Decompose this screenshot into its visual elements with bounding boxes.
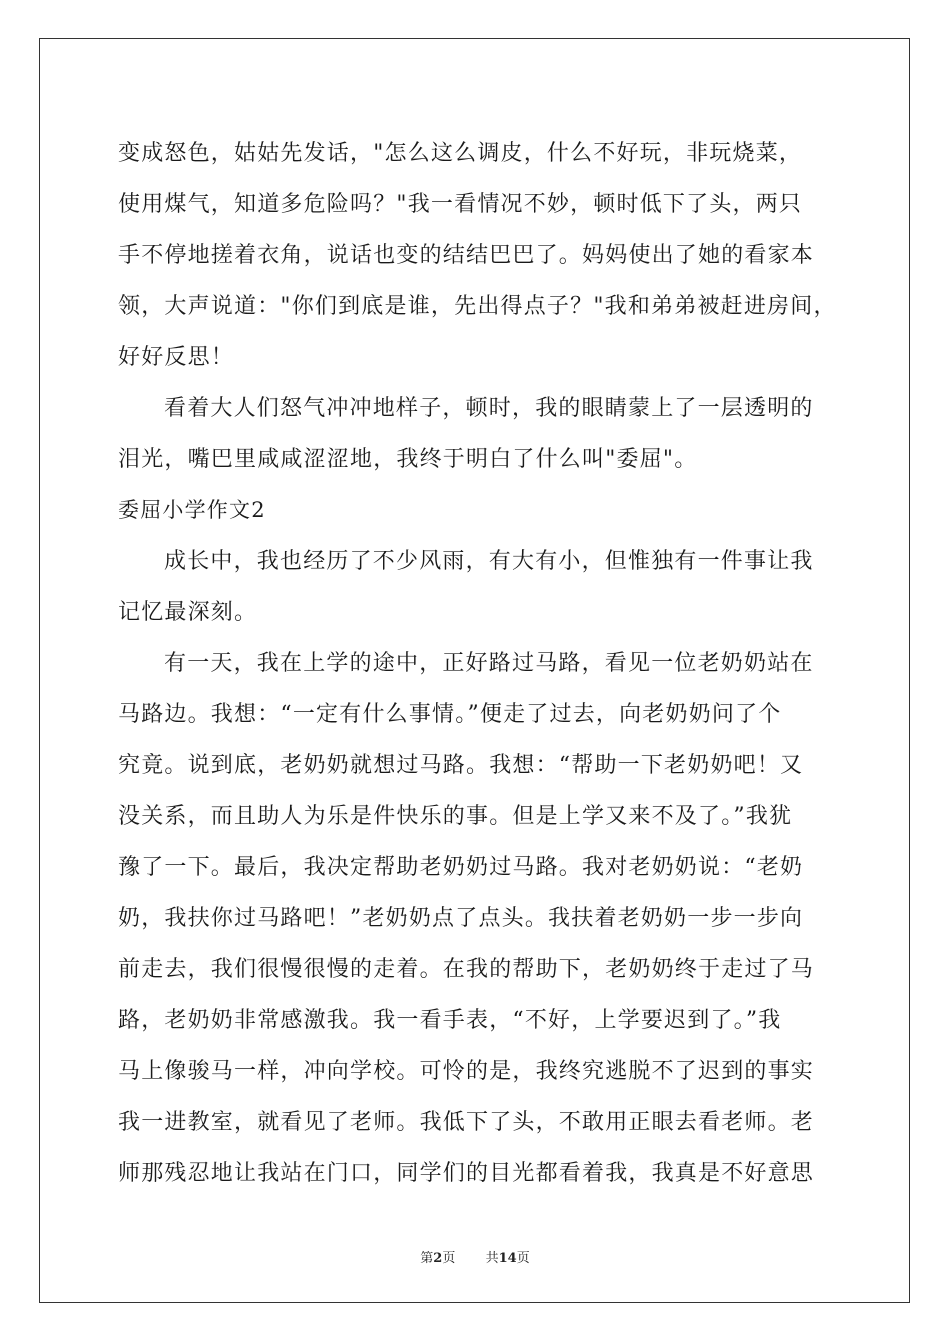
total-pages: 14: [498, 1251, 517, 1266]
text-line: 手不停地搓着衣角，说话也变的结结巴巴了。妈妈使出了她的看家本: [118, 243, 815, 268]
section-heading: [118, 485, 838, 536]
paragraph: [118, 383, 838, 485]
text-line: 泪光，嘴巴里咸咸涩涩地，我终于明白了什么叫"委屈"。: [118, 447, 698, 472]
page-prefix: 第: [420, 1251, 434, 1266]
paragraph: [118, 638, 838, 1199]
text-line: 变成怒色，姑姑先发话，"怎么这么调皮，什么不好玩，非玩烧菜，: [118, 141, 803, 166]
text-line: 豫了一下。最后，我决定帮助老奶奶过马路。我对老奶奶说：“老奶: [118, 855, 804, 880]
document-body: [118, 128, 838, 1199]
text-line: 师那残忍地让我站在门口，同学们的目光都看着我，我真是不好意思: [118, 1161, 815, 1186]
paragraph: [118, 128, 838, 383]
text-line: 没关系，而且助人为乐是件快乐的事。但是上学又来不及了。”我犹: [118, 804, 793, 829]
text-line: 成长中，我也经历了不少风雨，有大有小，但惟独有一件事让我: [164, 549, 814, 574]
text-line: 使用煤气，知道多危险吗？"我一看情况不妙，顿时低下了头，两只: [118, 192, 803, 217]
text-line: 前走去，我们很慢很慢的走着。在我的帮助下，老奶奶终于走过了马: [118, 957, 815, 982]
text-line: 马路边。我想：“一定有什么事情。”便走了过去，向老奶奶问了个: [118, 702, 782, 727]
page-number: 2: [433, 1251, 443, 1266]
heading-text: 委屈小学作文2: [118, 498, 266, 522]
text-line: 领，大声说道："你们到底是谁，先出得点子？"我和弟弟被赶进房间，: [118, 294, 837, 319]
total-prefix: 共: [485, 1251, 499, 1266]
page-indicator: [420, 1247, 455, 1266]
text-line: 马上像骏马一样，冲向学校。可怜的是，我终究逃脱不了迟到的事实: [118, 1059, 815, 1084]
text-line: 好好反思！: [118, 345, 235, 370]
text-line: 我一进教室，就看见了老师。我低下了头，不敢用正眼去看老师。老: [118, 1110, 815, 1135]
text-line: 究竟。说到底，老奶奶就想过马路。我想：“帮助一下老奶奶吧！又: [118, 753, 804, 778]
page-suffix: 页: [442, 1251, 456, 1266]
text-line: 路，老奶奶非常感激我。我一看手表，“不好，上学要迟到了。”我: [118, 1008, 782, 1033]
text-line: 记忆最深刻。: [118, 600, 258, 625]
total-suffix: 页: [516, 1251, 530, 1266]
text-line: 看着大人们怒气冲冲地样子，顿时，我的眼睛蒙上了一层透明的: [164, 396, 814, 421]
text-line: 有一天，我在上学的途中，正好路过马路，看见一位老奶奶站在: [164, 651, 814, 676]
page-footer: [0, 1247, 950, 1266]
text-line: 奶，我扶你过马路吧！”老奶奶点了点头。我扶着老奶奶一步一步向: [118, 906, 804, 931]
total-pages-indicator: [486, 1247, 530, 1266]
paragraph: [118, 536, 838, 638]
